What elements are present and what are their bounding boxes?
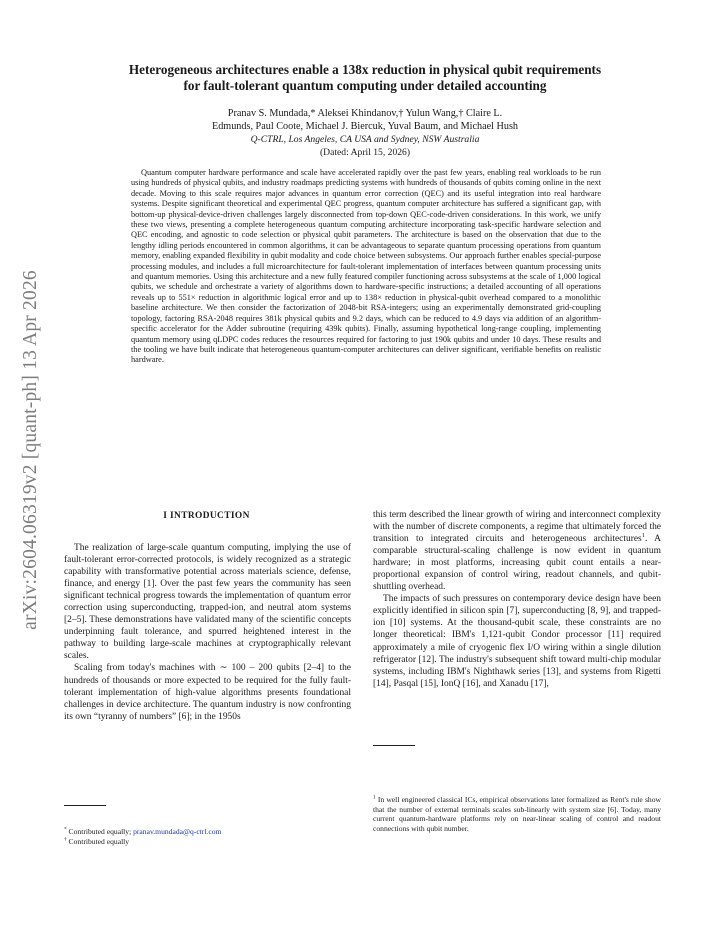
arxiv-identifier-text: arXiv:2604.06319v2 [quant-ph] 13 Apr 2026 <box>20 270 41 630</box>
abstract: Quantum computer hardware performance and scale have accelerated rapidly over the past few years, enabling real workloads to be run using hundreds of physical qubits, and industry roadmaps predicting systems with hundreds of thousands of qubits coming online in the next decade. Moving to this scale requires major advances in quantum error correction (QEC) and its useful integration into real hardware systems. Despite significant theoretical and experimental QEC progress, quantum computer architecture has suffered a significant gap, with bottom-up physical-device-driven challenges largely disconnected from top-down QEC-code-driven considerations. In this work, we unify these two views, presenting a complete heterogeneous quantum computing architecture incorporating task-specific hardware selection and QEC encoding, and agnostic to code selection or physical qubit parameters. The architecture is based on the observation that due to the lengthy idling periods encountered in common algorithms, it can be advantageous to separate quantum processing operations from quantum memory, enabling expanded flexibility in qubit modality and code choice between subsystems. Our approach further enables special-purpose processing modules, and includes a full microarchitecture for fault-tolerant implementation of interfaces between quantum processing units and quantum memories. Using this architecture and a new fully featured compiler functioning across subsystems at the scale of 1,000 logical qubits, we schedule and orchestrate a variety of algorithms down to hardware-specific instructions; a detailed accounting of all operations reveals up to 551× reduction in algorithmic logical error and up to 138× reduction in physical-qubit overhead compared to a monolithic baseline architecture. We then consider the factorization of 2048-bit RSA-integers; using an experimentally demonstrated grid-coupling topology, factoring RSA-2048 requires 381k physical qubits and 9.2 days, which can be reduced to 4.9 days via addition of an algorithm-specific accelerator for the Adder subroutine (requiring 439k qubits). Finally, assuming hypothetical long-range coupling, implementing quantum memory using qLDPC codes reduces the resources required for factoring to just 190k qubits and under 10 days. These results and the tooling we have built indicate that heterogeneous quantum-computer architectures can deliver significant, verifiable benefits on realistic hardware. <box>131 168 601 365</box>
intro-paragraph-4: The impacts of such pressures on contemporary device design have been explicitly identified in silicon spin [7], superconducting [8, 9], and trapped-ion [10] systems. At the thousand-qubit scale, these constraints are no longer theoretical: IBM's 1,121-qubit Condor processor [11] required approximately a mile of cryogenic flex I/O wiring within a single dilution refrigerator [12]. The industry's subsequent shift toward multi-chip modular systems, including IBM's Nighthawk series [13], and systems from Rigetti [14], Pasqal [15], IonQ [16], and Xanadu [17], <box>373 594 661 689</box>
paper-title <box>60 62 670 94</box>
title-line-1: Heterogeneous architectures enable a 138x reduction in physical qubit requirements <box>128 62 602 77</box>
footnote-1 <box>373 795 661 833</box>
intro-paragraph-3-end: . A comparable structural-scaling challenge is now evident in quantum hardware; in most platforms, increasing qubit count entails a near-proportional expansion of control wiring, readout channels, and qubit-shuttling overhead. <box>373 534 661 593</box>
footnote-contributed-text: Contributed equally; <box>66 827 134 836</box>
footnote-contributed-equally <box>64 837 351 847</box>
section-heading-introduction: I INTRODUCTION <box>163 511 250 521</box>
authors-line-1: Pranav S. Mundada,* Aleksei Khindanov,† Yulun Wang,† Claire L. <box>227 108 503 119</box>
left-column <box>64 542 351 723</box>
footnote-rule-left <box>64 805 106 806</box>
footnote-mark-star: * <box>64 826 67 833</box>
footnote-1-paragraph <box>373 795 661 833</box>
intro-paragraph-2: Scaling from today's machines with ∼ 100 – 200 qubits [2–4] to the hundreds of thousands or more expected to be required for the fully fault-tolerant implementation of high-value algorithms presents foundational challenges in device architecture. The quantum industry is now confronting its own “tyranny of numbers” [6]; in the 1950s <box>64 663 351 722</box>
title-line-2: for fault-tolerant quantum computing under detailed accounting <box>183 78 547 93</box>
arxiv-identifier <box>14 250 48 650</box>
author-email-link[interactable]: pranav.mundada@q-ctrl.com <box>133 827 222 836</box>
intro-paragraph-1: The realization of large-scale quantum computing, implying the use of fault-tolerant error-corrected protocols, is widely recognized as a strategic capability with transformative potential across materials science, defense, finance, and energy [1]. Over the past few years the community has seen significant technical progress towards the implementation of quantum error correction using superconducting, trapped-ion, and neutral atom systems [2–5]. These demonstrations have validated many of the scientific concepts underpinning fault tolerance, and spurred heightened interest in the pathway to building large-scale machines at cryptographically relevant scales. <box>64 543 351 662</box>
footnote-rule-right <box>373 745 415 746</box>
author-footnotes <box>64 827 351 847</box>
affiliation: Q-CTRL, Los Angeles, CA USA and Sydney, NSW Australia <box>250 134 480 145</box>
footnote-mark-1: 1 <box>373 794 376 801</box>
intro-paragraph-3-text: this term described the linear growth of wiring and interconnect complexity with the number of discrete components, a regime that ultimately forced the transition to integrated circuits and heterogeneous architectures <box>373 510 661 545</box>
date-line: (Dated: April 15, 2026) <box>319 147 411 158</box>
footnote-equally-text: Contributed equally <box>66 837 130 846</box>
footnote-contributed-email <box>64 827 351 837</box>
footnote-1-text: In well engineered classical ICs, empirical observations later formalized as Rent's rule show that the number of external terminals scales sub-linearly with system size [6]. Today, many current quantum-hardware platforms rely on near-linear scaling of control and readout connections with qubit number. <box>373 795 661 833</box>
author-list <box>150 107 580 133</box>
footnote-ref-1[interactable]: 1 <box>641 531 646 539</box>
right-column <box>373 509 661 690</box>
footnote-mark-dagger: † <box>64 836 67 843</box>
intro-paragraph-3 <box>373 509 661 593</box>
authors-line-2: Edmunds, Paul Coote, Michael J. Biercuk, Yuval Baum, and Michael Hush <box>211 121 519 132</box>
